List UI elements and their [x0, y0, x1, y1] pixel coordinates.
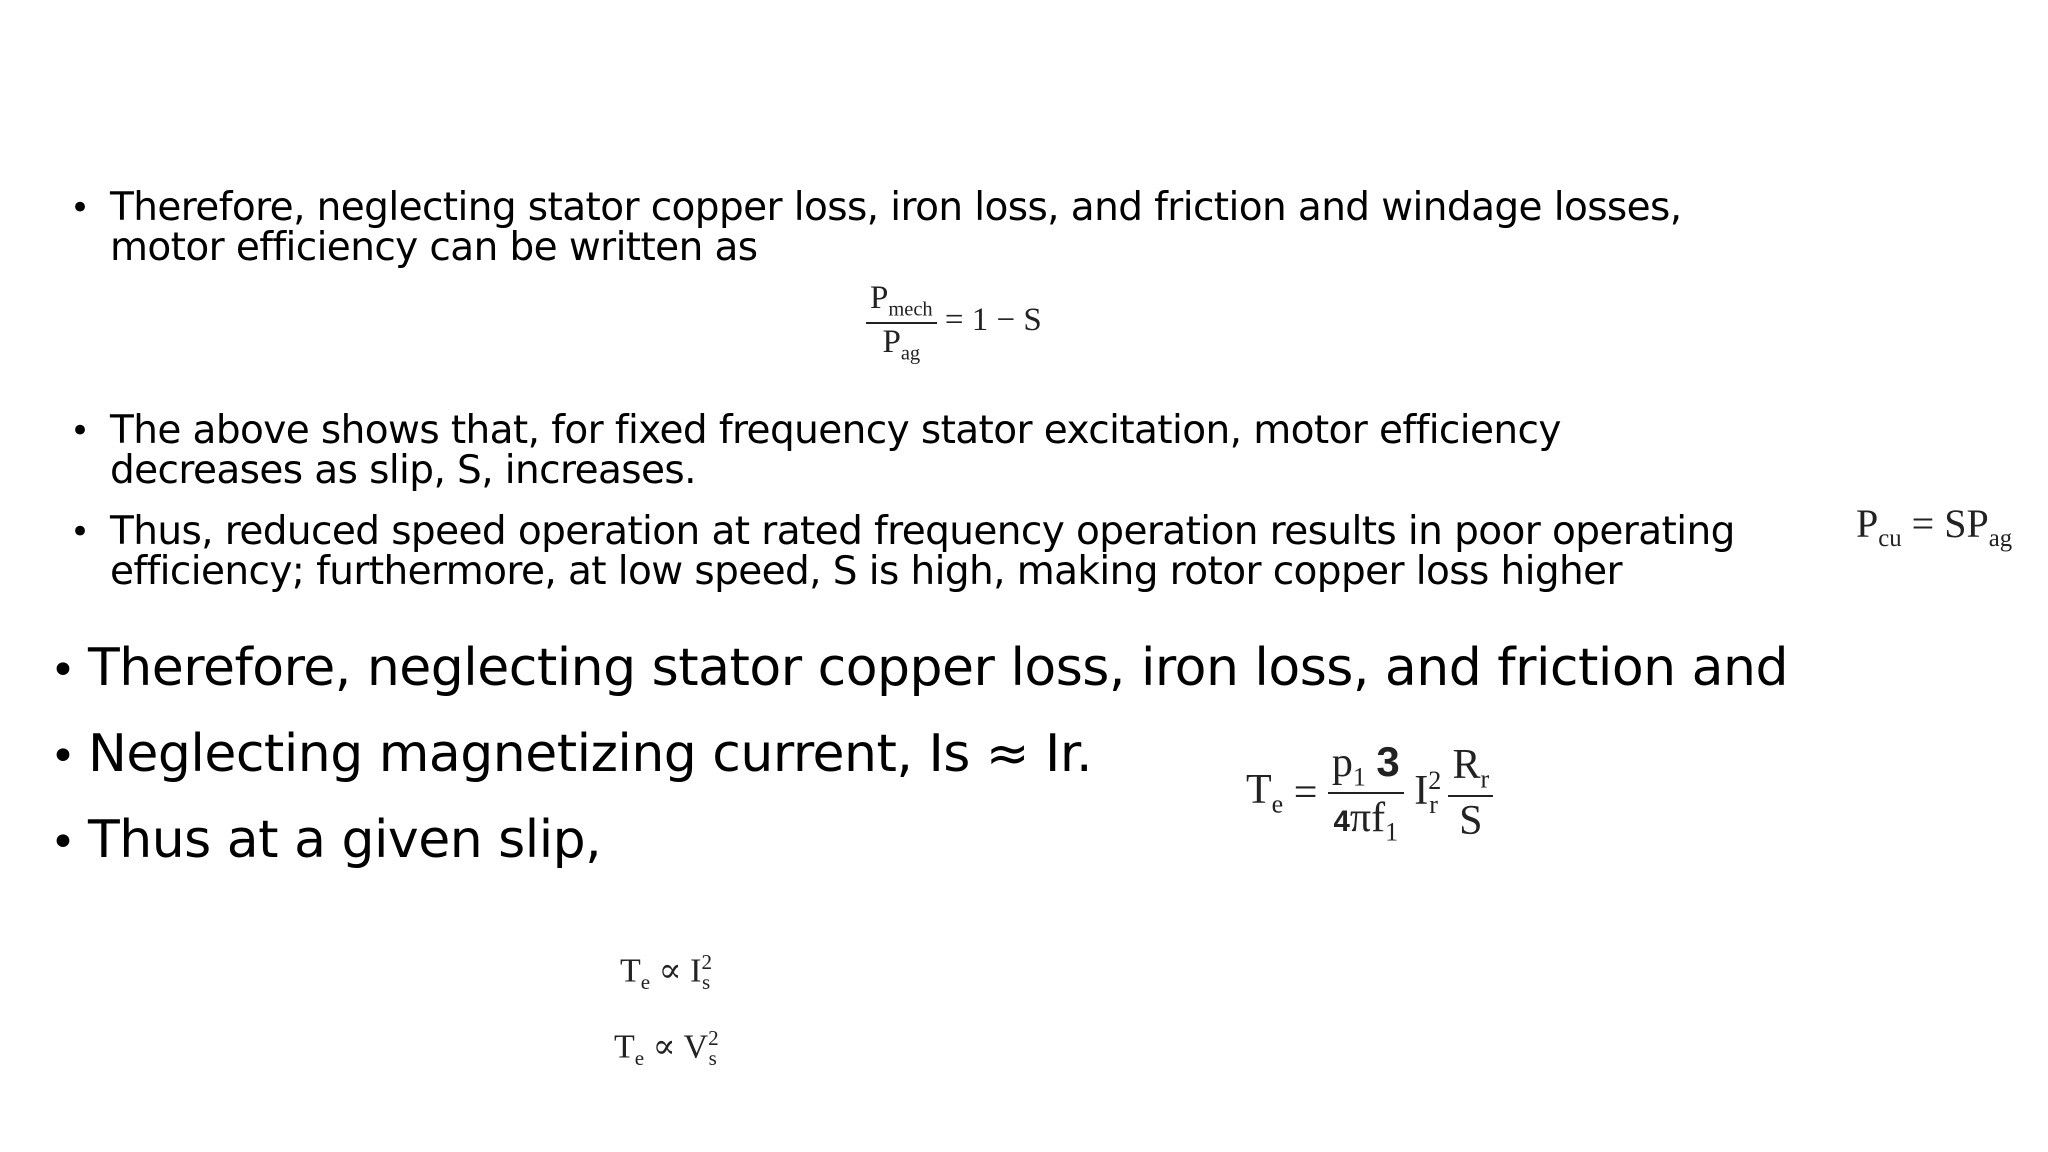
- copper-loss-formula: $P_{cu} = SP_{ag}$: [1856, 501, 2013, 552]
- bullet-large-magnetizing-current: [50, 724, 1092, 787]
- bullet-line: Thus, reduced speed operation at rated frequency operation results in poor operating: [110, 509, 1735, 554]
- torque-current-term: $I^2_r$: [1414, 765, 1442, 820]
- bullet-large-neglecting-losses: [50, 638, 1788, 701]
- bullet-text: [110, 408, 1810, 493]
- bullet-marker: •: [50, 817, 76, 868]
- fraction-numerator: $R_r$: [1448, 741, 1493, 796]
- torque-resistance-fraction: [1448, 741, 1493, 844]
- bullet-text: [110, 509, 1810, 594]
- torque-voltage-proportionality: $T_e \propto V^2_s$: [614, 1026, 719, 1071]
- bullet-text: Neglecting magnetizing current, Is ≈ Ir.: [88, 724, 1092, 784]
- bullet-marker: •: [70, 512, 90, 552]
- bullet-marker: •: [50, 731, 76, 782]
- fraction-denominator: S: [1459, 797, 1483, 844]
- fraction-denominator: $P_{ag}$: [882, 323, 921, 365]
- bullet-line: Therefore, neglecting stator copper loss, iron loss, and friction and windage losses,: [110, 185, 1682, 230]
- efficiency-rhs: = 1 − S: [944, 302, 1042, 339]
- efficiency-formula: [866, 280, 1042, 365]
- bullet-large-given-slip: [50, 810, 601, 873]
- efficiency-fraction: [866, 280, 937, 365]
- bullet-marker: •: [50, 645, 76, 696]
- bullet-line: The above shows that, for fixed frequency stator excitation, motor efficiency: [110, 408, 1561, 453]
- torque-equals: =: [1293, 769, 1318, 816]
- torque-formula: [1246, 738, 1493, 848]
- fraction-numerator: $P_{mech}$: [866, 280, 937, 324]
- fraction-numerator: $p_1$ 3: [1328, 738, 1404, 794]
- bullet-text: Thus at a given slip,: [88, 810, 602, 870]
- bullet-marker: •: [70, 411, 90, 451]
- torque-constant-fraction: [1328, 738, 1404, 848]
- bullet-marker: •: [70, 188, 90, 228]
- torque-current-proportionality: $T_e \propto I^2_s$: [620, 950, 713, 995]
- torque-lhs: $T_e$: [1246, 767, 1284, 819]
- bullet-line: decreases as slip, S, increases.: [110, 448, 696, 493]
- bullet-text: [110, 185, 1810, 270]
- fraction-denominator: $4\pi f_1$: [1333, 795, 1399, 847]
- bullet-text: Therefore, neglecting stator copper loss, iron loss, and friction and: [88, 638, 1788, 698]
- bullet-line: motor efficiency can be written as: [110, 225, 758, 270]
- bullet-line: efficiency; furthermore, at low speed, S is high, making rotor copper loss higher: [110, 549, 1622, 594]
